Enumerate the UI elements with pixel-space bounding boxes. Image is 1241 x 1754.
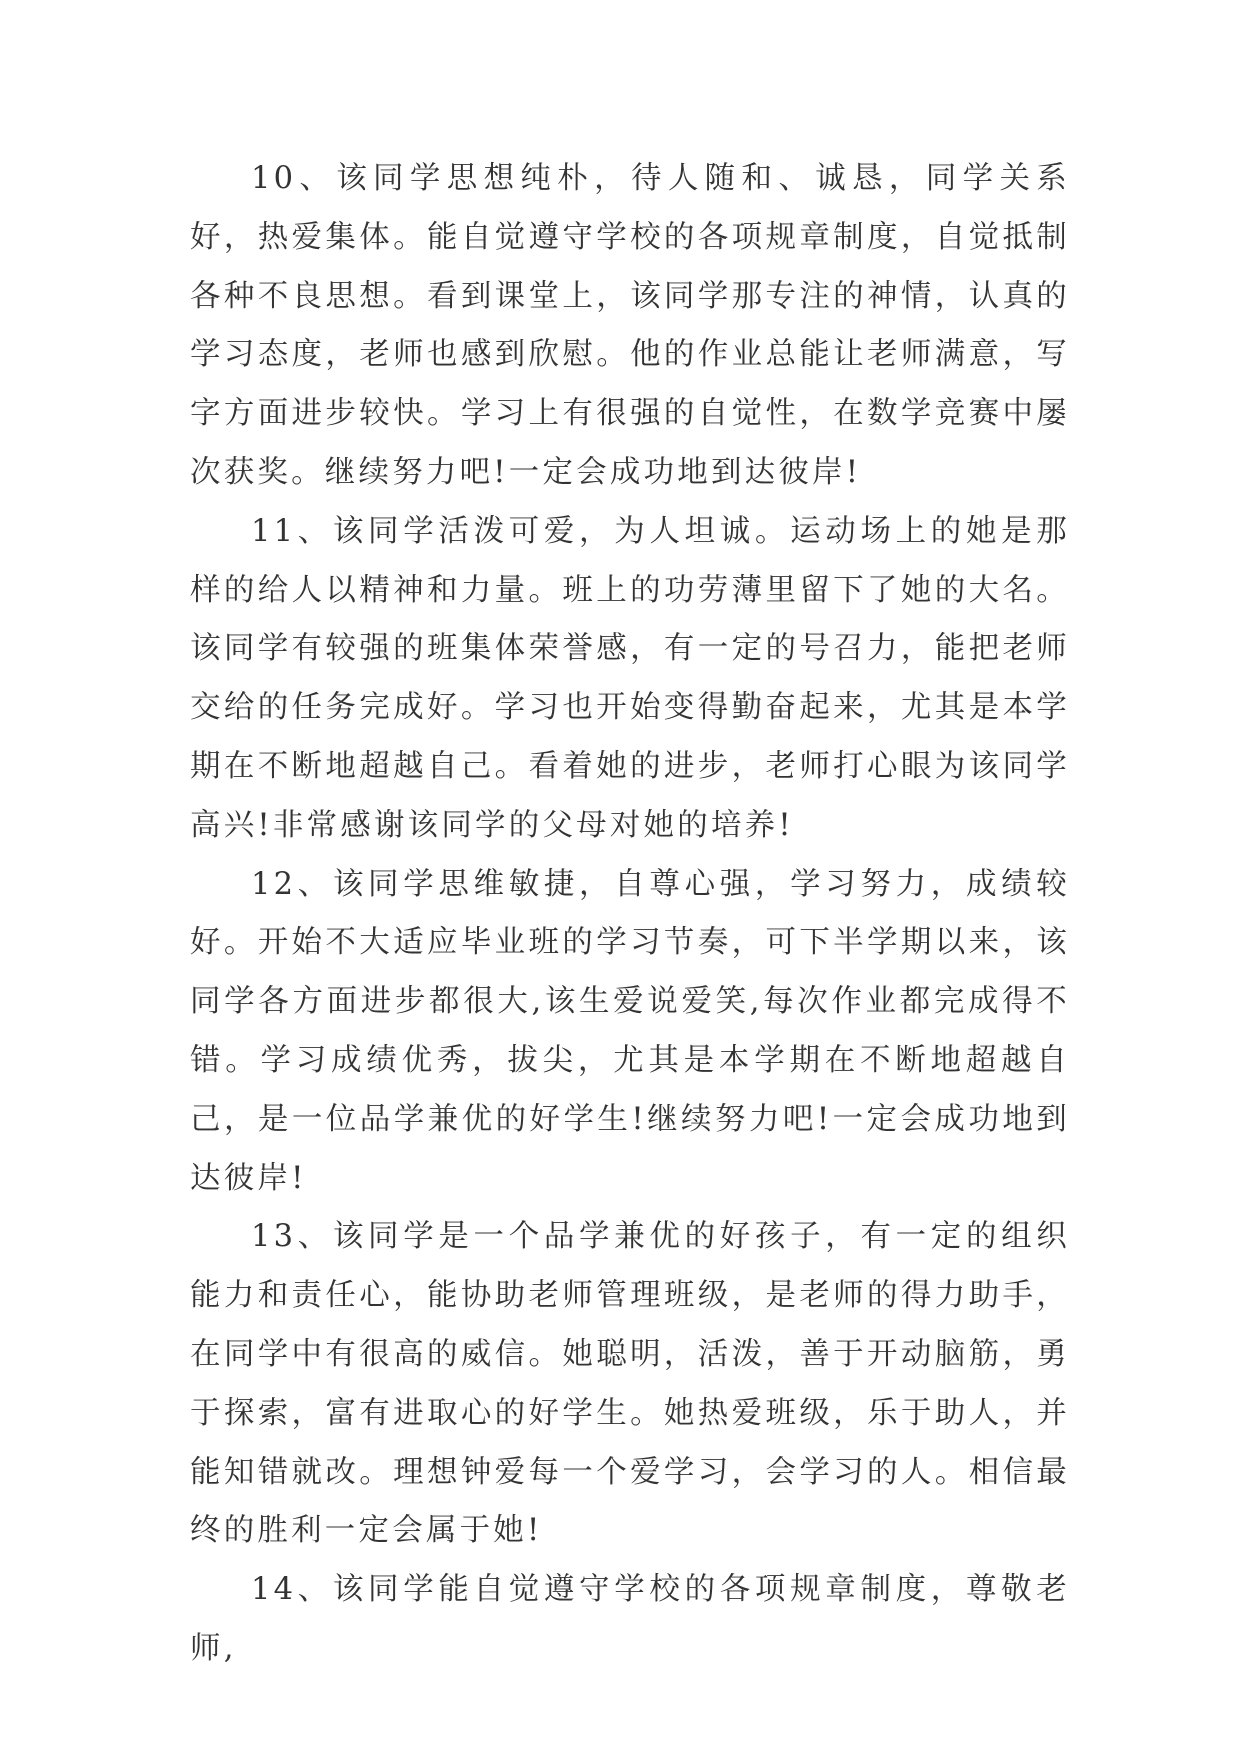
paragraph-12: 12、该同学思维敏捷，自尊心强，学习努力，成绩较好。开始不大适应毕业班的学习节奏，可下半学期以来，该同学各方面进步都很大,该生爱说爱笑,每次作业都完成得不错。学习成绩优秀，拔尖，尤其是本学期在不断地超越自己，是一位品学兼优的好学生!继续努力吧!一定会成功地到达彼岸! <box>190 866 1070 1196</box>
paragraph-11: 11、该同学活泼可爱，为人坦诚。运动场上的她是那样的给人以精神和力量。班上的功劳薄里留下了她的大名。该同学有较强的班集体荣誉感，有一定的号召力，能把老师交给的任务完成好。学习也开始变得勤奋起来，尤其是本学期在不断地超越自己。看着她的进步，老师打心眼为该同学高兴!非常感谢该同学的父母对她的培养! <box>190 513 1070 843</box>
document-body <box>190 150 1070 1679</box>
paragraph-14: 14、该同学能自觉遵守学校的各项规章制度，尊敬老师, <box>190 1572 1070 1666</box>
paragraph-10: 10、该同学思想纯朴，待人随和、诚恳，同学关系好，热爱集体。能自觉遵守学校的各项规章制度，自觉抵制各种不良思想。看到课堂上，该同学那专注的神情，认真的学习态度，老师也感到欣慰。他的作业总能让老师满意，写字方面进步较快。学习上有很强的自觉性，在数学竞赛中屡次获奖。继续努力吧!一定会成功地到达彼岸! <box>190 161 1070 490</box>
paragraph-13: 13、该同学是一个品学兼优的好孩子，有一定的组织能力和责任心，能协助老师管理班级，是老师的得力助手，在同学中有很高的威信。她聪明，活泼，善于开动脑筋，勇于探索，富有进取心的好学生。她热爱班级，乐于助人，并能知错就改。理想钟爱每一个爱学习，会学习的人。相信最终的胜利一定会属于她! <box>190 1219 1070 1549</box>
